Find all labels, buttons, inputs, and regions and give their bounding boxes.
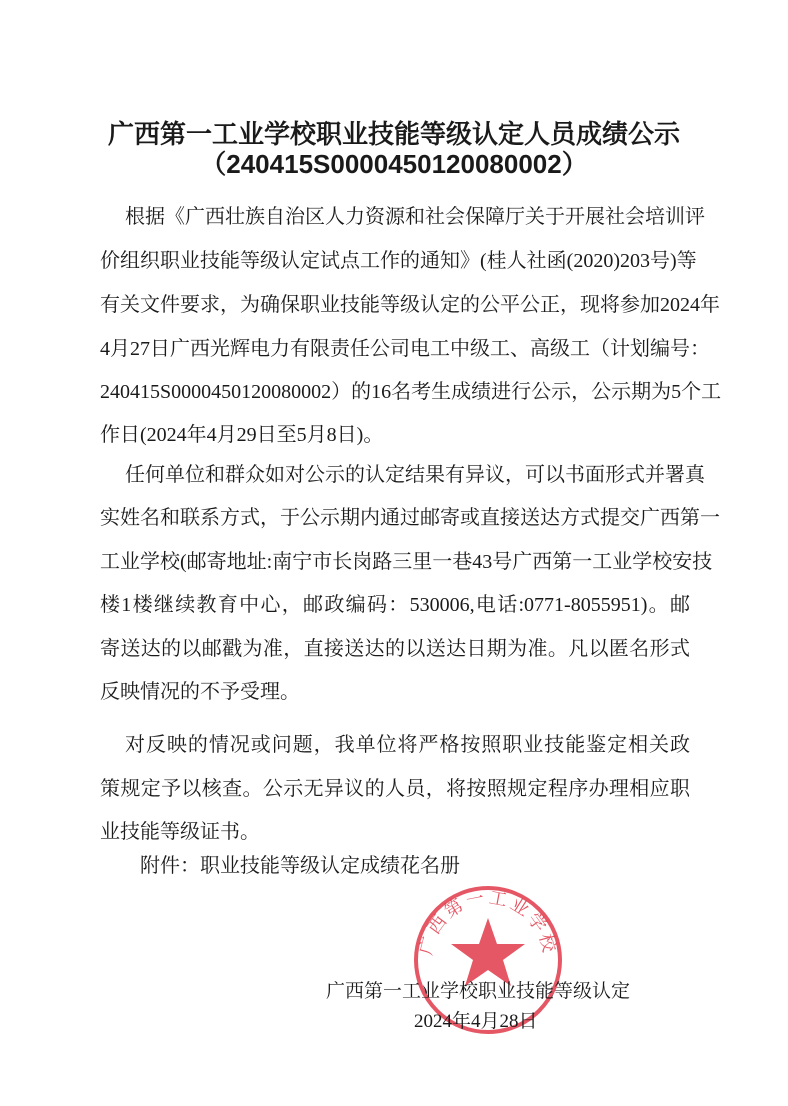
paragraph-line: 业技能等级证书。 xyxy=(100,821,260,843)
paragraph-line: 240415S0000450120080002）的16名考生成绩进行公示，公示期为5个工 xyxy=(100,381,722,403)
title-line-2: （240415S0000450120080002） xyxy=(200,149,588,179)
paragraph-line: 作日(2024年4月29日至5月8日)。 xyxy=(100,424,384,446)
signature-date: 2024年4月28日 xyxy=(414,1011,538,1032)
paragraph-line: 任何单位和群众如对公示的认定结果有异议，可以书面形式并署真 xyxy=(125,464,705,486)
paragraph-line: 楼1楼继续教育中心，邮政编码：530006,电话:0771-8055951)。邮 xyxy=(100,594,690,616)
paragraph-line: 工业学校(邮寄地址:南宁市长岗路三里一巷43号广西第一工业学校安技 xyxy=(100,551,713,573)
seal-outer-text: 广西第一工业学校 xyxy=(415,887,561,958)
paragraph-line: 策规定予以核查。公示无异议的人员，将按照规定程序办理相应职 xyxy=(100,778,690,800)
signature-organization: 广西第一工业学校职业技能等级认定 xyxy=(326,981,631,1002)
paragraph-line: 实姓名和联系方式，于公示期内通过邮寄或直接送达方式提交广西第一 xyxy=(100,507,720,529)
paragraph-line: 反映情况的不予受理。 xyxy=(100,681,300,703)
paragraph-line: 4月27日广西光辉电力有限责任公司电工中级工、高级工（计划编号： xyxy=(100,338,710,360)
paragraph-line: 对反映的情况或问题，我单位将严格按照职业技能鉴定相关政 xyxy=(125,734,690,756)
paragraph-line: 有关文件要求，为确保职业技能等级认定的公平公正，现将参加2024年 xyxy=(100,294,720,316)
paragraph-line: 寄送达的以邮戳为准，直接送达的以送达日期为准。凡以匿名形式 xyxy=(100,638,690,660)
attachment-note: 附件：职业技能等级认定成绩花名册 xyxy=(140,855,460,877)
paragraph-line: 根据《广西壮族自治区人力资源和社会保障厅关于开展社会培训评 xyxy=(125,206,705,228)
title-line-1: 广西第一工业学校职业技能等级认定人员成绩公示 xyxy=(107,119,680,149)
paragraph-line: 价组织职业技能等级认定试点工作的通知》(桂人社函(2020)203号)等 xyxy=(100,250,697,272)
